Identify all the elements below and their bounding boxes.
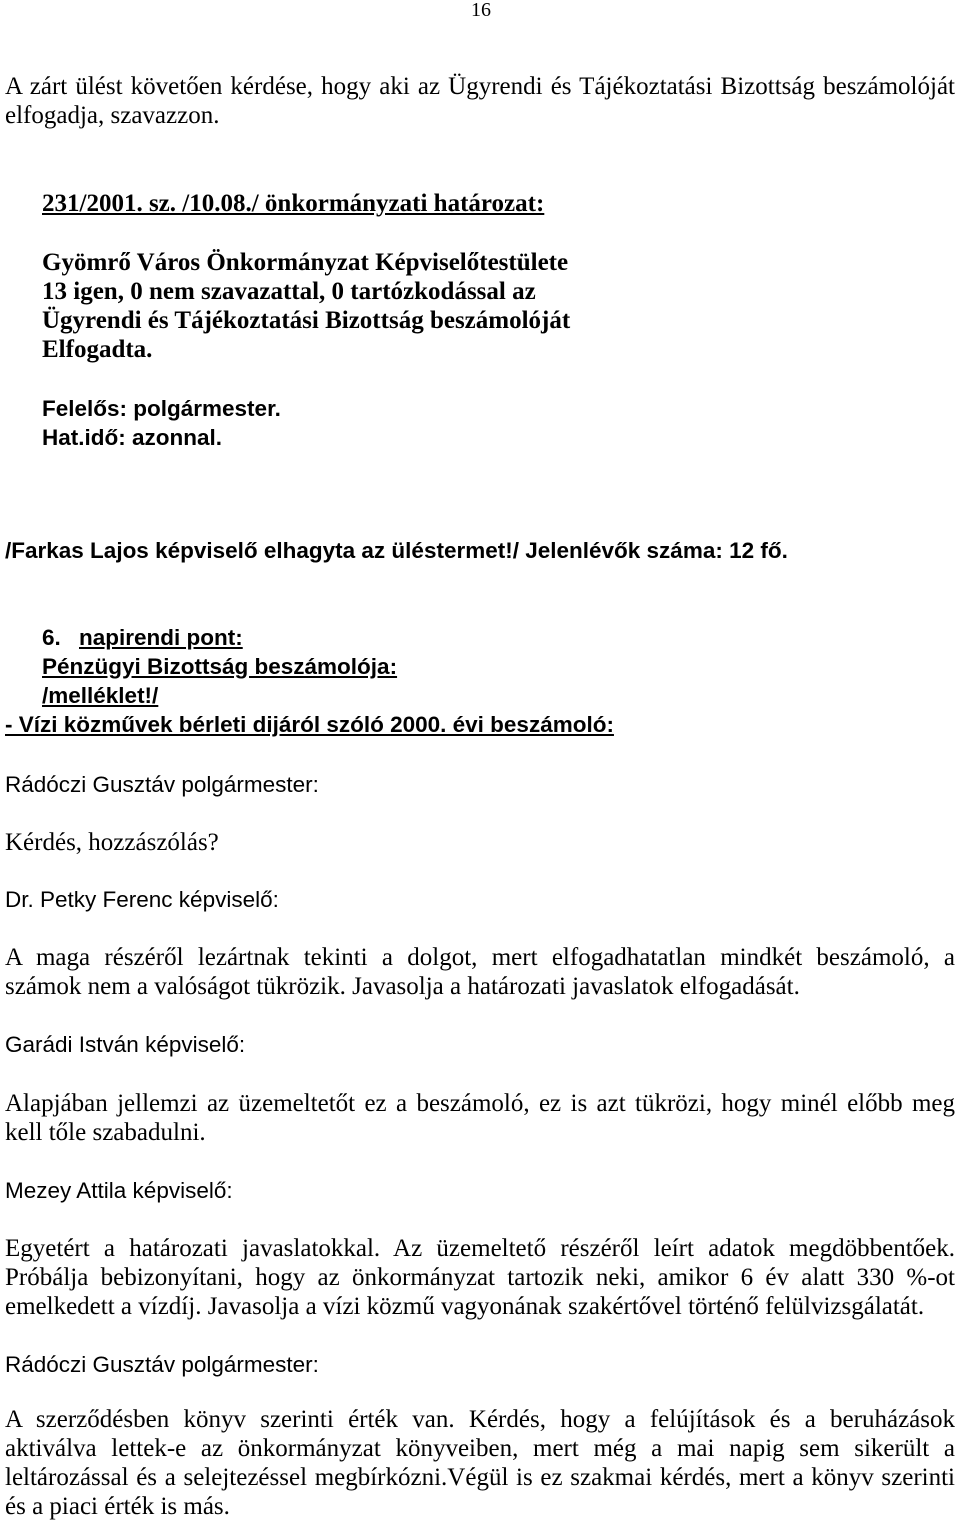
paragraph-line: számok nem a valóságot tükrözik. Javasolja a határozati javaslatok elfogadását. xyxy=(5,972,800,1000)
paragraph-line: és a piaci érték is más. xyxy=(5,1493,230,1520)
agenda-title: Pénzügyi Bizottság beszámolója: xyxy=(42,653,398,679)
attendance-note: /Farkas Lajos képviselő elhagyta az üléstermet!/ Jelenlévők száma: 12 fő. xyxy=(5,537,788,563)
paragraph-line: aktiválva lettek-e az önkormányzat könyveiben, mert még a mai napig sem sikerült a xyxy=(5,1435,955,1462)
paragraph-line: elfogadja, szavazzon. xyxy=(5,101,220,129)
agenda-subject-row xyxy=(5,710,955,739)
speech-paragraph xyxy=(5,1405,955,1521)
agenda-number: 6. xyxy=(42,624,61,650)
paragraph-line: emelkedett a vízdíj. Javasolja a vízi közmű vagyonának szakértővel történő felülvizsgálatát. xyxy=(5,1292,925,1320)
paragraph-line: Próbálja bebizonyítani, hogy az önkormányzat tartozik neki, amikor 6 év alatt 330 %-ot xyxy=(5,1263,955,1291)
speaker-label: Mezey Attila képviselő: xyxy=(5,1177,233,1203)
speech-paragraph xyxy=(5,943,955,1001)
agenda-title-row xyxy=(5,652,955,681)
paragraph-line: A szerződésben könyv szerinti érték van. Kérdés, hogy a felújítások és a beruházások xyxy=(5,1406,955,1433)
resolution-title: 231/2001. sz. /10.08./ önkormányzati határozat: xyxy=(42,189,545,217)
paragraph-line: Alapjában jellemzi az üzemeltetőt ez a beszámoló, ez is azt tükrözi, hogy minél előbb meg xyxy=(5,1089,955,1117)
resolution-line: Ügyrendi és Tájékoztatási Bizottság beszámolóját xyxy=(42,306,571,334)
paragraph-line: A zárt ülést követően kérdése, hogy aki az Ügyrendi és Tájékoztatási Bizottság beszámolóját xyxy=(5,72,955,100)
speech-paragraph xyxy=(5,1089,955,1147)
paragraph-line: Egyetért a határozati javaslatokkal. Az üzemeltető részéről leírt adatok megdöbbentőek. xyxy=(5,1234,955,1262)
agenda-attachment: /melléklet!/ xyxy=(42,682,159,708)
speaker-label: Rádóczi Gusztáv polgármester: xyxy=(5,771,319,797)
speaker-label: Garádi István képviselő: xyxy=(5,1031,246,1057)
agenda-heading xyxy=(5,623,955,652)
agenda-attachment-row xyxy=(5,681,955,710)
page-number: 16 xyxy=(471,0,491,21)
speaker-label: Rádóczi Gusztáv polgármester: xyxy=(5,1351,319,1377)
agenda-block xyxy=(5,623,955,739)
agenda-label: napirendi pont: xyxy=(79,624,243,650)
deadline-line: Hat.idő: azonnal. xyxy=(42,424,222,450)
paragraph-line: kell tőle szabadulni. xyxy=(5,1118,206,1146)
speaker-label: Dr. Petky Ferenc képviselő: xyxy=(5,886,279,912)
resolution-line: 13 igen, 0 nem szavazattal, 0 tartózkodással az xyxy=(42,277,536,305)
speech-paragraph xyxy=(5,828,955,857)
resolution-line: Elfogadta. xyxy=(42,335,153,363)
agenda-subject: - Vízi közművek bérleti dijáról szóló 2000. évi beszámoló: xyxy=(5,711,614,737)
paragraph-line: Kérdés, hozzászólás? xyxy=(5,828,219,856)
resolution-meta xyxy=(42,394,955,452)
intro-paragraph xyxy=(5,72,955,130)
speech-paragraph xyxy=(5,1234,955,1321)
resolution-line: Gyömrő Város Önkormányzat Képviselőtestülete xyxy=(42,248,569,276)
resolution-body xyxy=(42,248,955,364)
paragraph-line: leltározással és a selejtezéssel megbírkózni.Végül is ez szakmai kérdés, mert a könyv szerinti xyxy=(5,1464,955,1491)
paragraph-line: A maga részéről lezártnak tekinti a dolgot, mert elfogadhatatlan mindkét beszámoló, a xyxy=(5,943,955,971)
responsible-line: Felelős: polgármester. xyxy=(42,395,281,421)
